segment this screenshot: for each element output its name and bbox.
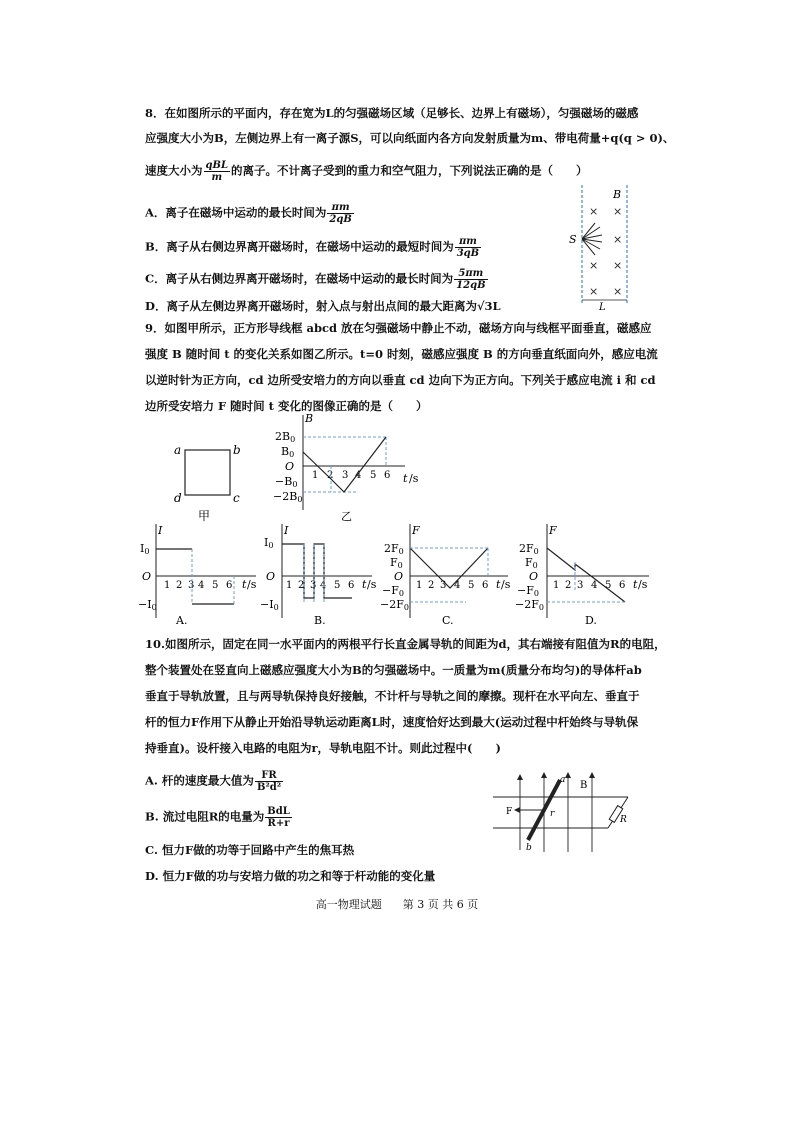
svg-text:O: O (142, 570, 152, 583)
q8-line2: 应强度大小为B，左侧边界上有一离子源S，可以向纸面内各方向发射质量为m、带电荷量+q(q > 0)、 (145, 131, 675, 145)
q10-line2: 整个装置处在竖直向上磁感应强度大小为B的匀强磁场中。一质量为m(质量分布均匀)的导体杆ab (145, 663, 642, 677)
svg-text:/s: /s (638, 578, 648, 591)
q9-option-a-graph (140, 522, 260, 627)
q8-line1: 8．在如图所示的平面内，存在宽为L的匀强磁场区域（足够长、边界上有磁场），匀强磁场的磁感 (145, 106, 639, 120)
svg-text:3: 3 (310, 580, 317, 591)
svg-text:−2F0: −2F0 (380, 598, 409, 612)
q10-option-a: A. 杆的速度最大值为 $\frac{FR}{\text{B²d²}}$ (145, 770, 282, 793)
svg-text:−B0: −B0 (275, 475, 298, 489)
q10-option-d: D. 恒力F做的功与安培力做的功之和等于杆动能的变化量 (145, 869, 436, 883)
svg-text:F: F (549, 524, 557, 537)
svg-text:6: 6 (348, 580, 355, 591)
q9-line3: 以逆时针为正方向，cd 边所受安培力的方向以垂直 cd 边向下为正方向。下列关于感应电流 i 和 cd (145, 373, 656, 387)
svg-text:5: 5 (605, 580, 612, 591)
q9-line2: 强度 B 随时间 t 的变化关系如图乙所示。t=0 时刻，磁感应强度 B 的方向垂直纸面向外，感应电流 (145, 347, 658, 361)
svg-text:×: × (613, 205, 623, 218)
svg-text:O: O (394, 570, 404, 583)
q10-option-b: B. 流过电阻R的电量为 $\frac{\text{BdL}}{R+r}$ (145, 806, 290, 829)
page-footer (0, 896, 794, 912)
svg-text:−I0: −I0 (138, 598, 157, 612)
svg-text:I: I (284, 524, 289, 537)
svg-text:c: c (233, 491, 240, 505)
svg-text:×: × (613, 285, 623, 298)
svg-text:−I0: −I0 (260, 598, 279, 612)
svg-text:6: 6 (226, 580, 233, 591)
q8-option-b: B．离子从右侧边界离开磁场时，在磁场中运动的最短时间为 $\frac{\pi m}{3qB}$ (145, 236, 480, 259)
svg-text:×: × (613, 233, 623, 246)
svg-text:−2F0: −2F0 (515, 598, 544, 612)
q9-option-a-label: A. (176, 614, 188, 627)
q8-line3-pre: 速度大小为 (145, 163, 203, 178)
q10-line5: 持垂直)。设杆接入电路的电阻为r，导轨电阻不计。则此过程中( ) (145, 741, 501, 755)
footer-page-number: 第 3 页 共 6 页 (402, 898, 479, 911)
svg-text:O: O (266, 570, 276, 583)
svg-text:6: 6 (619, 580, 626, 591)
q9-fig-yi-caption: 乙 (341, 510, 352, 523)
svg-text:/s: /s (501, 578, 511, 591)
svg-text:−F0: −F0 (517, 584, 539, 598)
svg-text:4: 4 (591, 580, 598, 591)
svg-text:I: I (158, 524, 163, 537)
svg-text:4: 4 (198, 580, 205, 591)
svg-text:/s: /s (367, 578, 377, 591)
svg-text:×: × (589, 285, 599, 298)
svg-text:b: b (233, 443, 241, 457)
svg-text:5: 5 (212, 580, 219, 591)
svg-text:6: 6 (482, 580, 489, 591)
svg-text:t: t (496, 578, 501, 591)
svg-text:−F0: −F0 (382, 584, 404, 598)
svg-text:O: O (285, 460, 295, 473)
svg-text:F: F (506, 807, 513, 817)
svg-text:B: B (580, 780, 588, 791)
svg-text:5: 5 (370, 470, 377, 481)
svg-text:6: 6 (384, 470, 391, 481)
q10-rail-diagram (488, 770, 638, 855)
svg-text:2F0: 2F0 (519, 542, 539, 556)
q8-fig-width-label: L (599, 302, 606, 313)
svg-text:a: a (174, 443, 182, 457)
svg-text:3: 3 (440, 580, 447, 591)
svg-text:/s: /s (409, 472, 419, 485)
svg-text:3: 3 (188, 580, 195, 591)
svg-text:2: 2 (176, 580, 183, 591)
q9-option-b-graph (260, 522, 380, 627)
svg-text:−2B0: −2B0 (273, 490, 303, 504)
q9-fig-jia-caption: 甲 (198, 509, 211, 523)
svg-text:4: 4 (355, 470, 362, 481)
q9-option-b-label: B. (314, 614, 326, 627)
svg-text:1: 1 (164, 580, 171, 591)
svg-text:×: × (613, 259, 623, 272)
svg-text:×: × (589, 259, 599, 272)
q9-square-loop-figure (170, 440, 250, 525)
q10-line1: 10.如图所示，固定在同一水平面内的两根平行长直金属导轨的间距为d，其右端接有阻值为R的电阻， (145, 637, 666, 651)
q9-line4: 边所受安培力 F 随时间 t 变化的图像正确的是（ ） (145, 399, 428, 413)
svg-text:B0: B0 (281, 445, 295, 459)
q9-line1: 9．如图甲所示，正方形导线框 abcd 放在匀强磁场中静止不动，磁场方向与线框平面垂直，磁感应 (145, 321, 652, 335)
svg-text:r: r (550, 809, 555, 819)
footer-subject: 高一物理试题 (315, 898, 382, 911)
svg-text:I0: I0 (140, 542, 150, 556)
svg-text:2F0: 2F0 (384, 542, 404, 556)
svg-text:3: 3 (342, 470, 349, 481)
svg-text:1: 1 (416, 580, 423, 591)
q8-option-d: D．离子从左侧边界离开磁场时，射入点与射出点间的最大距离为√3L (145, 299, 501, 313)
svg-text:t: t (242, 578, 247, 591)
svg-text:1: 1 (553, 580, 560, 591)
q8-option-a: A．离子在磁场中运动的最长时间为 $\frac{\pi m}{2qB}$ (145, 202, 352, 225)
svg-text:t: t (633, 578, 638, 591)
svg-text:/s: /s (247, 578, 257, 591)
q10-line4: 杆的恒力F作用下从静止开始沿导轨运动距离L时，速度恰好达到最大(运动过程中杆始终与导轨保 (145, 715, 639, 729)
svg-text:2: 2 (565, 580, 572, 591)
q10-line3: 垂直于导轨放置，且与两导轨保持良好接触，不计杆与导轨之间的摩擦。现杆在水平向左、垂直于 (145, 689, 640, 703)
q8-line3-post: 的离子。不计离子受到的重力和空气阻力，下列说法正确的是（ ） (230, 163, 588, 178)
q9-option-d-graph (515, 522, 660, 627)
q9-option-c-label: C. (442, 614, 454, 627)
svg-text:R: R (620, 815, 627, 825)
svg-text:×: × (589, 205, 599, 218)
svg-text:2: 2 (327, 470, 334, 481)
q9-option-d-label: D. (585, 614, 597, 627)
q8-fig-source-label: S (569, 233, 577, 246)
svg-text:1: 1 (286, 580, 293, 591)
svg-text:a: a (560, 775, 566, 785)
svg-text:F: F (412, 524, 420, 537)
q9-option-c-graph (380, 522, 520, 627)
q8-field-diagram (565, 185, 645, 313)
svg-text:b: b (526, 843, 532, 853)
svg-text:2: 2 (298, 580, 305, 591)
svg-text:3: 3 (577, 580, 584, 591)
q8-fig-b-label: B (613, 188, 622, 201)
svg-text:t: t (403, 472, 408, 485)
svg-text:F0: F0 (390, 556, 403, 570)
q9-b-t-graph (275, 410, 425, 525)
svg-text:2: 2 (428, 580, 435, 591)
q8-velocity-fraction: $\frac{\text{qBL}}{m}$ (205, 160, 228, 183)
svg-text:4: 4 (454, 580, 461, 591)
q8-option-c: C．离子从右侧边界离开磁场时，在磁场中运动的最长时间为 $\frac{5\pi m}{12qB}$ (145, 268, 486, 291)
svg-text:2B0: 2B0 (275, 430, 296, 444)
svg-text:4: 4 (320, 580, 327, 591)
svg-text:O: O (529, 570, 539, 583)
svg-text:d: d (174, 491, 182, 505)
svg-text:1: 1 (312, 470, 319, 481)
svg-text:I0: I0 (264, 536, 274, 550)
svg-text:5: 5 (334, 580, 341, 591)
q8-line3 (145, 160, 587, 183)
svg-text:t: t (362, 578, 367, 591)
svg-text:F0: F0 (525, 556, 538, 570)
q10-option-c: C. 恒力F做的功等于回路中产生的焦耳热 (145, 843, 355, 857)
svg-text:B: B (305, 412, 314, 425)
svg-text:5: 5 (468, 580, 475, 591)
